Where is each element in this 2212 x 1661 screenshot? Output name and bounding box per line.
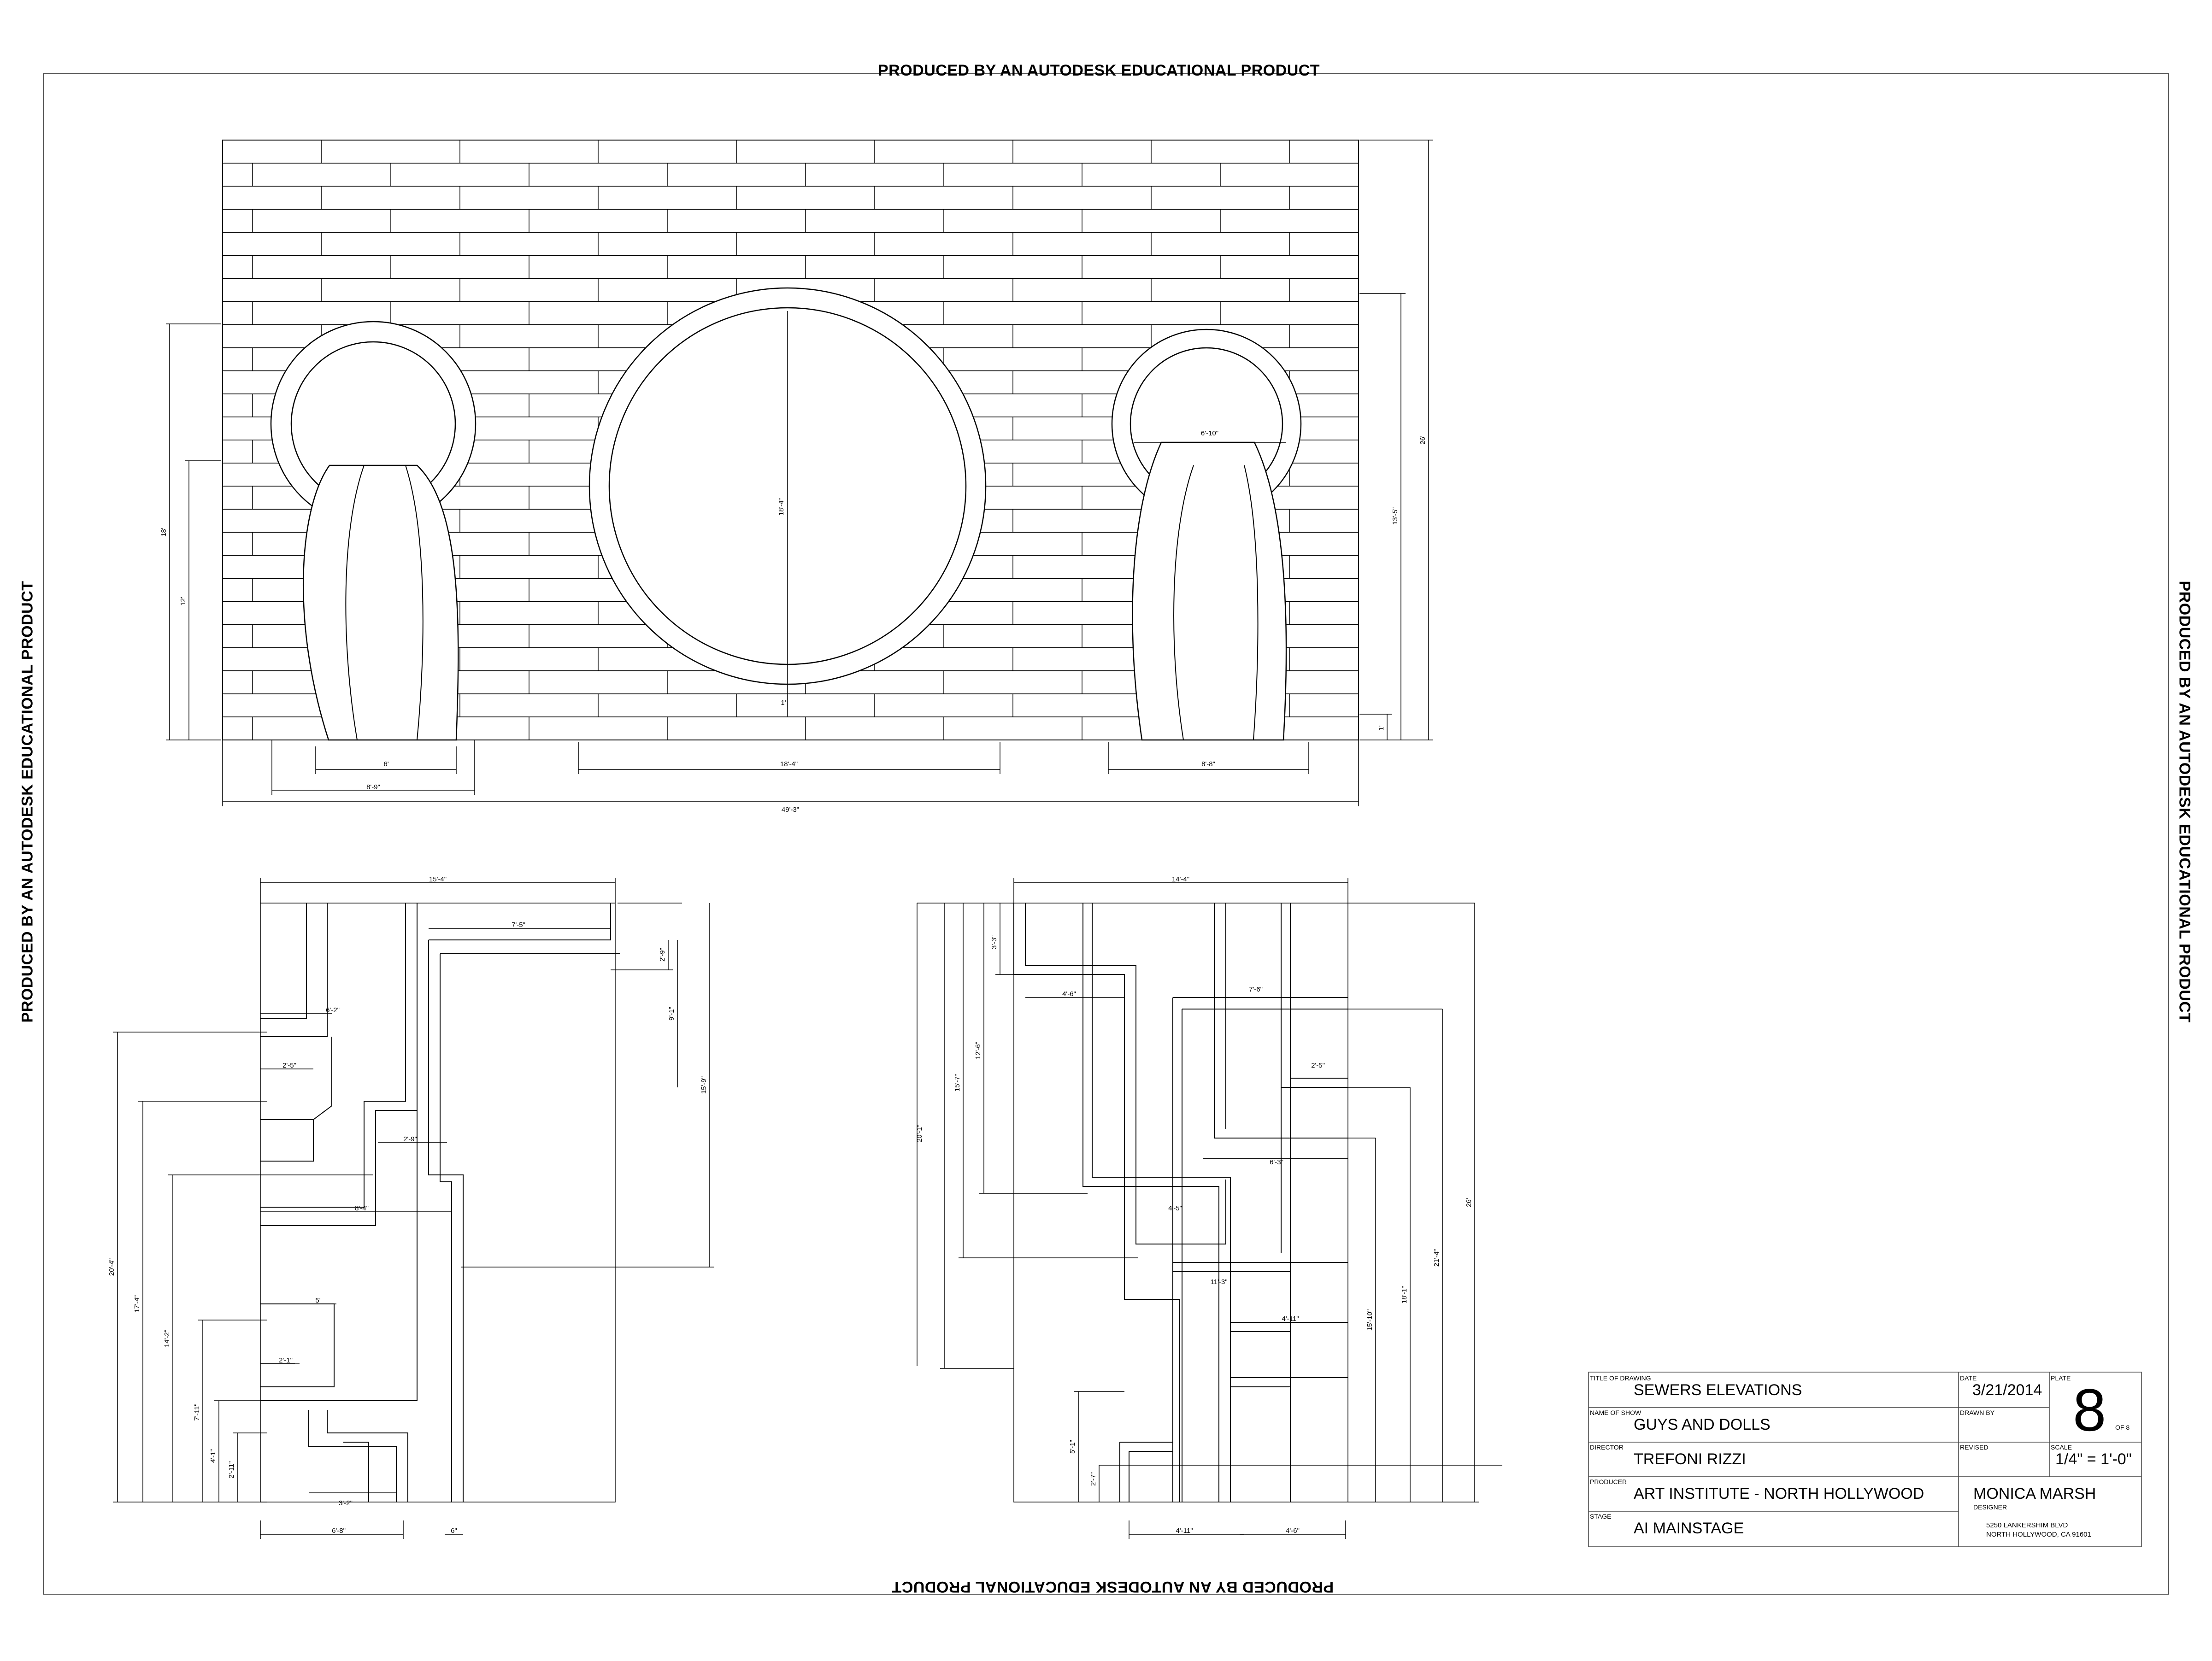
dim-overall-height: 26' xyxy=(1419,435,1427,445)
plate-number: 8 xyxy=(2073,1376,2106,1444)
right-pipe-outlet xyxy=(1112,329,1301,740)
dim-center-height: 18'-4" xyxy=(777,498,785,516)
plate-label: PLATE xyxy=(2051,1374,2071,1382)
watermark-bottom: PRODUCED BY AN AUTODESK EDUCATIONAL PRODUCT xyxy=(892,1578,1334,1596)
dim-left-d5: 2'-5" xyxy=(282,1062,296,1069)
producer-label: PRODUCER xyxy=(1590,1478,1627,1485)
dim-right-top-width: 14'-4" xyxy=(1171,875,1190,883)
dim-right-d2: 4'-6" xyxy=(1062,990,1076,998)
dim-right-d7: 11'-3" xyxy=(1210,1278,1228,1286)
designer-label: DESIGNER xyxy=(1973,1503,2007,1511)
dim-left-v2: 17'-4" xyxy=(133,1295,141,1313)
dim-left-d10: 3'-2" xyxy=(339,1499,353,1507)
dim-overall-width: 49'-3" xyxy=(781,806,800,814)
dim-right-height: 13'-5" xyxy=(1391,507,1399,525)
director: TREFONI RIZZI xyxy=(1634,1450,1746,1468)
date: 3/21/2014 xyxy=(1972,1381,2042,1399)
left-pipe-outlet xyxy=(271,322,476,740)
dim-left-d9: 2'-1" xyxy=(279,1356,293,1364)
plate-of: OF 8 xyxy=(2115,1424,2130,1431)
dim-center-width: 18'-4" xyxy=(780,760,798,768)
director-label: DIRECTOR xyxy=(1590,1444,1624,1451)
dim-right-d5: 6'-3" xyxy=(1270,1158,1283,1166)
dim-right-v4: 26' xyxy=(1465,1198,1473,1207)
drawn-by-label: DRAWN BY xyxy=(1960,1409,1994,1416)
dim-left-pipe-width: 6' xyxy=(383,760,389,768)
dim-right-d10: 4'-6" xyxy=(1286,1527,1300,1535)
dim-right-v5: 21'-4" xyxy=(1433,1249,1441,1267)
dim-left-height-b: 12' xyxy=(179,597,187,606)
scale-label: SCALE xyxy=(2051,1444,2072,1451)
watermark-left: PRODUCED BY AN AUTODESK EDUCATIONAL PRODUCT xyxy=(18,581,36,1023)
dim-left-v6: 2'-11" xyxy=(228,1461,235,1479)
dim-right-d4: 2'-5" xyxy=(1311,1062,1325,1069)
producer: ART INSTITUTE - NORTH HOLLYWOOD xyxy=(1634,1485,1924,1503)
dim-right-v9: 2'-7" xyxy=(1089,1472,1097,1486)
dim-left-d4: 6'-2" xyxy=(326,1006,340,1014)
dim-right-v2: 15'-7" xyxy=(953,1074,961,1092)
dim-right-ring-width: 8'-8" xyxy=(1201,760,1215,768)
dim-right-v7: 15'-10" xyxy=(1366,1309,1374,1331)
dim-right-v8: 5'-1" xyxy=(1069,1440,1077,1454)
dim-right-d1: 3'-3" xyxy=(990,935,998,949)
revised-label: REVISED xyxy=(1960,1444,1988,1451)
watermark-top: PRODUCED BY AN AUTODESK EDUCATIONAL PRODUCT xyxy=(878,62,1320,79)
dim-left-v4: 7'-11" xyxy=(193,1403,201,1421)
right-pipe-elevation xyxy=(916,875,1502,1539)
dim-left-d2: 9'-1" xyxy=(668,1007,676,1021)
dim-right-v3: 20'-1" xyxy=(916,1124,924,1143)
dim-left-step-a: 7'-5" xyxy=(512,921,525,929)
dim-right-d8: 4'-11" xyxy=(1282,1315,1299,1323)
dim-right-v6: 18'-1" xyxy=(1400,1285,1408,1304)
dim-left-top-width: 15'-4" xyxy=(429,875,447,883)
dim-right-d9: 4'-11" xyxy=(1176,1527,1193,1535)
date-label: DATE xyxy=(1960,1374,1977,1382)
title-of-drawing-label: TITLE OF DRAWING xyxy=(1590,1374,1651,1382)
dim-left-height-a: 18' xyxy=(160,528,168,537)
dim-left-d7: 8'-4" xyxy=(355,1204,369,1212)
dim-left-v3: 14'-2" xyxy=(163,1329,171,1348)
title-of-drawing: SEWERS ELEVATIONS xyxy=(1634,1381,1802,1399)
stage-label: STAGE xyxy=(1590,1513,1612,1520)
dim-left-d6: 2'-9" xyxy=(403,1135,417,1143)
dim-right-pipe-top: 6'-10" xyxy=(1200,429,1219,437)
main-elevation xyxy=(160,140,1433,814)
dim-right-v1: 12'-6" xyxy=(974,1041,982,1060)
dim-left-d1: 2'-9" xyxy=(659,948,666,962)
name-of-show-label: NAME OF SHOW xyxy=(1590,1409,1641,1416)
dim-left-v5: 4'-1" xyxy=(209,1449,217,1463)
dim-left-d12: 6" xyxy=(451,1527,457,1535)
name-of-show: GUYS AND DOLLS xyxy=(1634,1416,1771,1433)
scale: 1/4" = 1'-0" xyxy=(2055,1450,2132,1468)
dim-circle-base: 1' xyxy=(781,699,786,707)
dim-left-d8: 5' xyxy=(315,1297,321,1304)
address-line1: 5250 LANKERSHIM BLVD xyxy=(1986,1521,2068,1529)
dim-right-d6: 4'-5" xyxy=(1168,1204,1182,1212)
stage: AI MAINSTAGE xyxy=(1634,1520,1744,1537)
dim-left-d3: 15'-9" xyxy=(700,1076,708,1094)
dim-base-gap: 1' xyxy=(1377,725,1385,731)
left-pipe-elevation xyxy=(108,875,714,1539)
dim-left-v1: 20'-4" xyxy=(108,1258,116,1276)
dim-right-d3: 7'-6" xyxy=(1249,986,1263,993)
address-line2: NORTH HOLLYWOOD, CA 91601 xyxy=(1986,1531,2091,1538)
center-sewer-opening xyxy=(589,288,986,716)
designer-name: MONICA MARSH xyxy=(1973,1485,2096,1503)
watermark-right: PRODUCED BY AN AUTODESK EDUCATIONAL PRODUCT xyxy=(2176,581,2194,1023)
dim-left-ring-width: 8'-9" xyxy=(366,783,380,791)
dim-left-d11: 6'-8" xyxy=(332,1527,346,1535)
